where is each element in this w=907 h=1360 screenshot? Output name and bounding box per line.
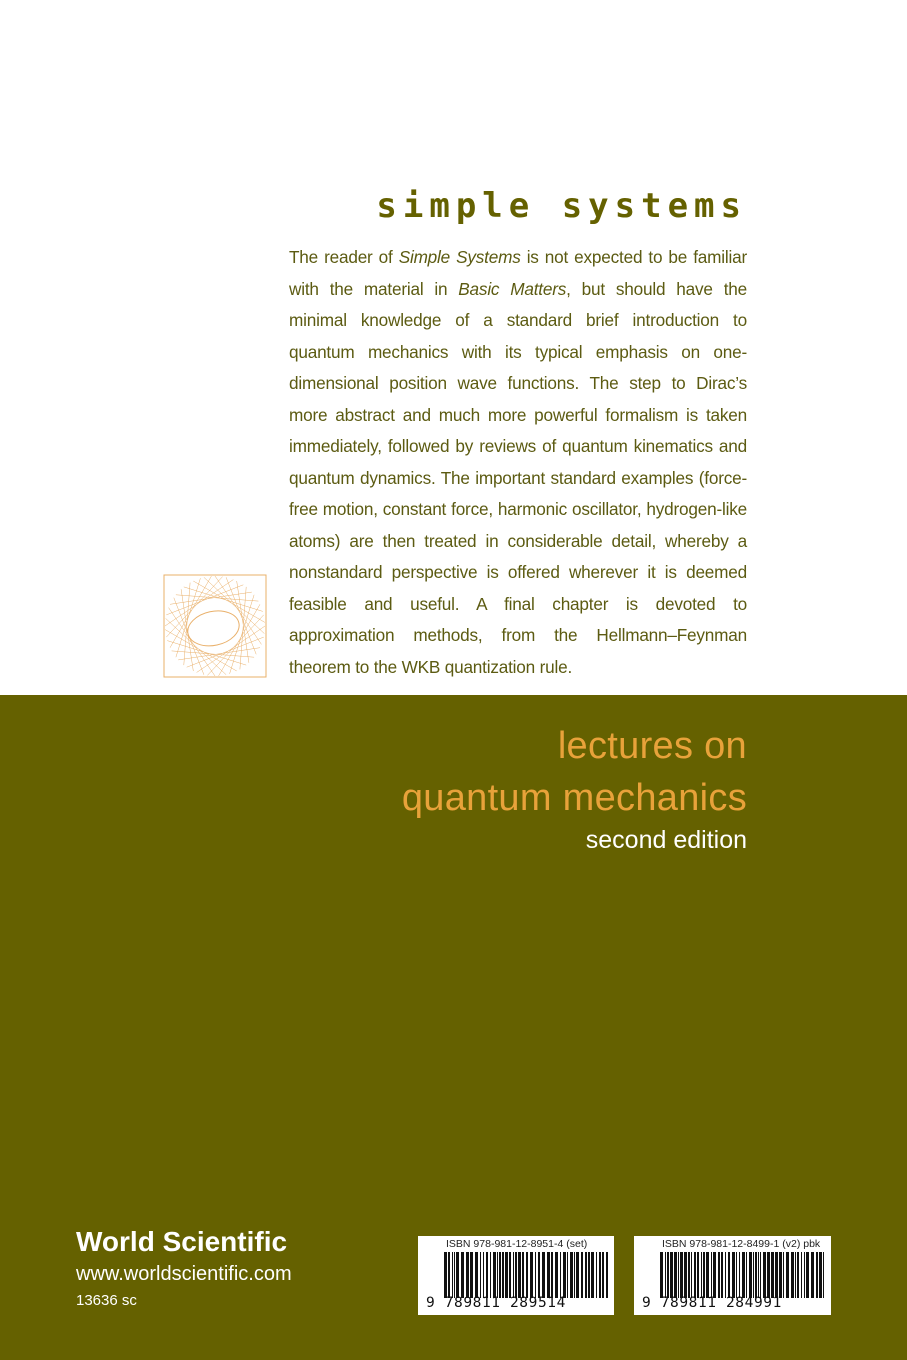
barcode-bars-icon [660, 1252, 824, 1298]
barcode-digits-set: 9 789811 289514 [426, 1295, 566, 1311]
book-title-line-1: lectures on [557, 725, 747, 767]
blurb-title-basic-matters: Basic Matters [458, 278, 567, 299]
product-code: 13636 sc [76, 1292, 137, 1309]
publisher-website: www.worldscientific.com [76, 1263, 292, 1285]
string-art-emblem-icon [163, 574, 267, 678]
barcode-digits-volume: 9 789811 284991 [642, 1295, 782, 1311]
blurb-text-1: The reader of [289, 247, 399, 267]
back-cover-blurb [289, 242, 747, 683]
isbn-label-set: ISBN 978-981-12-8951-4 (set) [446, 1238, 588, 1250]
barcode-bars-icon [444, 1252, 608, 1298]
publisher-name: World Scientific [76, 1226, 288, 1257]
blurb-text-2: is not expected to be familiar with the material in [289, 247, 747, 299]
blurb-title-simple-systems: Simple Systems [398, 247, 521, 267]
isbn-label-volume: ISBN 978-981-12-8499-1 (v2) pbk [662, 1238, 821, 1250]
series-title: simple systems [376, 186, 747, 226]
barcode-volume [634, 1236, 831, 1315]
barcode-set [418, 1236, 614, 1315]
edition-label: second edition [585, 826, 747, 854]
book-title-line-2: quantum mechanics [401, 777, 747, 819]
book-title [402, 720, 747, 824]
blurb-text-3: , but should have the minimal knowledge of a standard brief introduction to quantum mechanics with its typical emphasis on one-dimensional position wave functions. The step to Dirac’s more abstract and much more powerful formalism is taken immediately, followed by reviews of quantum kinematics and quantum dynamics. The important standard examples (force-free motion, constant force, harmonic oscillator, hydrogen-like atoms) are then treated in considerable detail, whereby a nonstandard perspective is offered wherever it is deemed feasible and useful. A final chapter is devoted to approximation methods, from the Hellmann–Feynman theorem to the WKB quantization rule. [289, 278, 747, 677]
